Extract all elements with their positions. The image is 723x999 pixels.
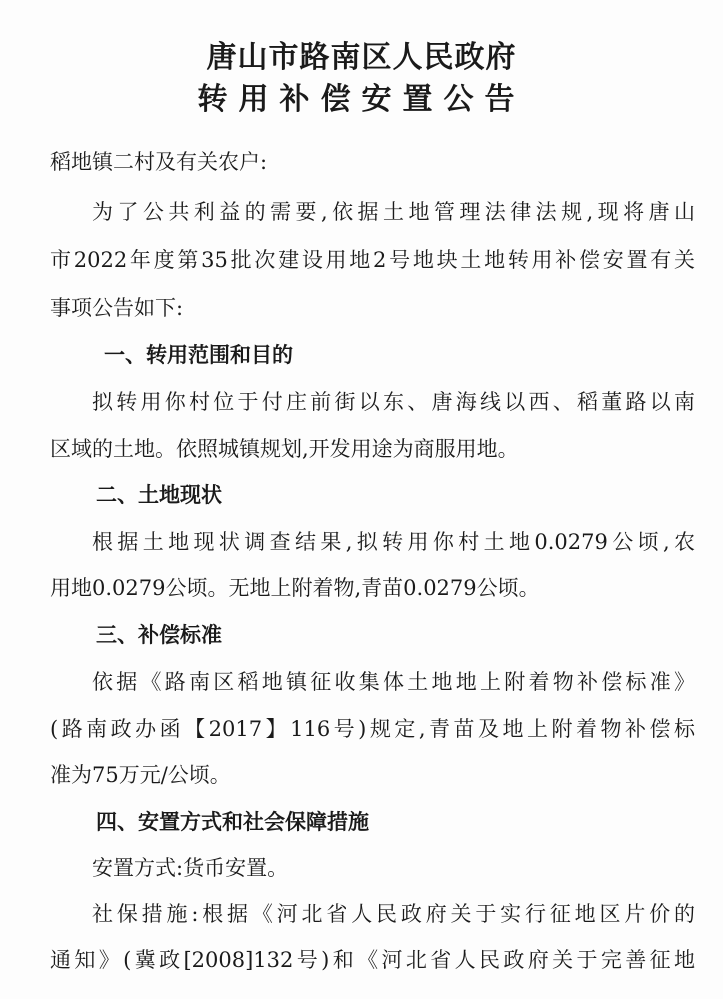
section2-line-2: 用地0.0279公顷。无地上附着物,青苗0.0279公顷。 bbox=[50, 576, 540, 600]
addressee: 稻地镇二村及有关农户: bbox=[50, 150, 268, 174]
section3-heading: 三、补偿标准 bbox=[96, 623, 222, 647]
intro-line-3: 事项公告如下: bbox=[50, 296, 184, 320]
section1-line-2: 区域的土地。依照城镇规划,开发用途为商服用地。 bbox=[50, 437, 519, 461]
intro-line-2: 市2022年度第35批次建设用地2号地块土地转用补偿安置有关 bbox=[50, 248, 695, 272]
section3-line-1: 依据《路南区稻地镇征收集体土地地上附着物补偿标准》 bbox=[92, 670, 695, 694]
document-title-line2: 转用补偿安置公告 bbox=[197, 82, 526, 117]
section2-line-1: 根据土地现状调查结果,拟转用你村土地0.0279公顷,农 bbox=[92, 530, 695, 554]
section4-heading: 四、安置方式和社会保障措施 bbox=[96, 810, 369, 834]
section4-line-2: 社保措施:根据《河北省人民政府关于实行征地区片价的 bbox=[92, 902, 695, 926]
document-title-line1: 唐山市路南区人民政府 bbox=[206, 40, 517, 75]
section4-line-3: 通知》(冀政[2008]132号)和《河北省人民政府关于完善征地 bbox=[50, 948, 695, 972]
section3-line-3: 准为75万元/公顷。 bbox=[50, 763, 231, 787]
section1-heading: 一、转用范围和目的 bbox=[104, 343, 293, 367]
section1-line-1: 拟转用你村位于付庄前街以东、唐海线以西、稻董路以南 bbox=[92, 390, 695, 414]
section2-heading: 二、土地现状 bbox=[96, 483, 222, 507]
intro-line-1: 为了公共利益的需要,依据土地管理法律法规,现将唐山 bbox=[92, 200, 695, 224]
section4-line-1: 安置方式:货币安置。 bbox=[92, 856, 289, 880]
section3-line-2: (路南政办函【2017】116号)规定,青苗及地上附着物补偿标 bbox=[50, 717, 695, 741]
